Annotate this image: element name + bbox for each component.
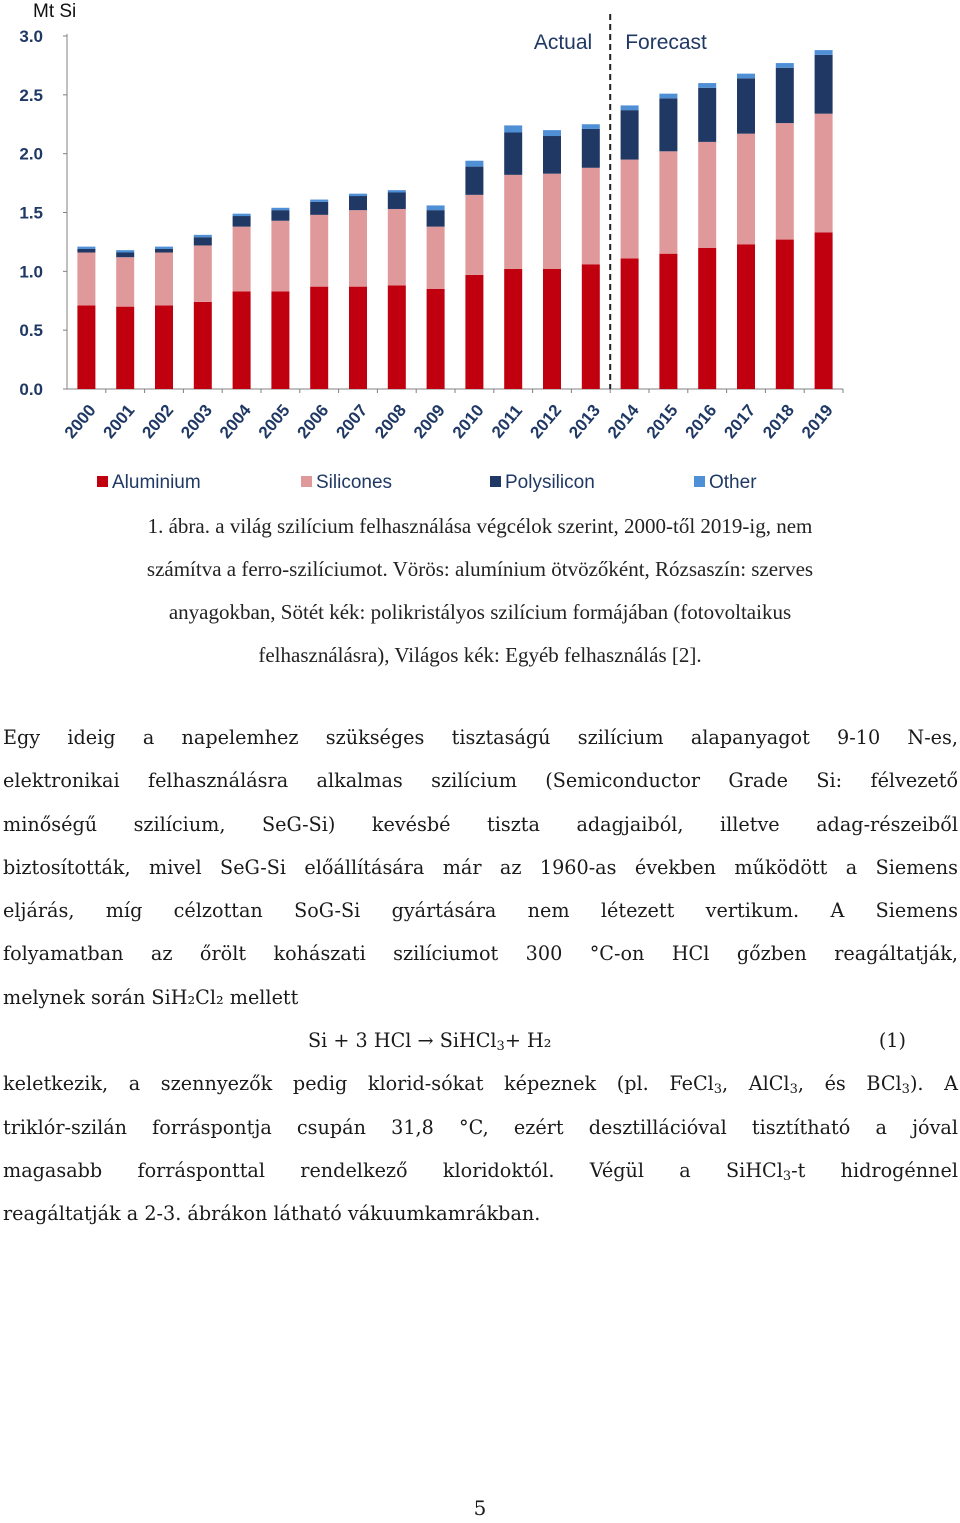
y-tick-label: 1.5 [19,203,43,223]
bar-segment-silicones [271,221,289,292]
chemical-equation [308,1019,551,1068]
text-line [3,1062,958,1105]
bar-segment-silicones [310,215,328,287]
x-tick-label: 2014 [603,400,643,443]
bar-segment-silicones [815,114,833,233]
x-tick-label: 2019 [797,400,837,443]
figure-caption [20,505,940,677]
bar-segment-aluminium [427,289,445,389]
bar-segment-polysilicon [776,68,794,123]
page-number: 5 [473,1496,487,1520]
bar-segment-polysilicon [504,132,522,174]
bar-segment-other [77,247,95,249]
x-tick-label: 2016 [681,400,721,443]
bar-segment-aluminium [621,258,639,389]
bar-segment-polysilicon [155,249,173,253]
bar-segment-other [659,94,677,99]
text-line: elektronikai felhasználásra alkalmas szilícium (Semiconductor Grade Si: félvezető [3,769,958,793]
equation-part: + H₂ [504,1029,552,1053]
bar-segment-silicones [77,253,95,306]
bar-segment-aluminium [504,269,522,389]
chart-canvas [0,0,960,500]
forecast-annotation: Forecast [625,31,707,54]
bar-segment-other [815,50,833,55]
bar-segment-other [698,83,716,88]
text-part: , és BCl [797,1072,902,1096]
bar-segment-other [427,205,445,210]
body-paragraph [3,716,958,1236]
equation-number: (1) [878,1029,906,1053]
subscript: 3 [713,1082,723,1098]
bar-segment-silicones [737,134,755,245]
x-tick-label: 2006 [293,400,333,443]
bar-segment-aluminium [737,244,755,389]
text-part: -t hidrogénnel [791,1158,958,1182]
bar-segment-polysilicon [543,136,561,174]
x-tick-label: 2017 [720,400,760,443]
legend-swatch-aluminium [97,476,108,487]
bar-segment-aluminium [77,305,95,389]
bar-segment-silicones [543,174,561,269]
bar-segment-silicones [194,245,212,301]
x-tick-label: 2005 [254,400,294,443]
bar-segment-polysilicon [465,167,483,195]
bar-segment-other [737,74,755,79]
text-part: ). A [909,1072,958,1096]
bar-segment-aluminium [349,287,367,389]
text-line [3,1149,958,1192]
bar-segment-other [116,250,134,252]
bar-segment-other [582,124,600,129]
text-line: triklór-szilán forráspontja csupán 31,8 °C, ezért desztillációval tisztítható a jóval [3,1115,958,1139]
bar-segment-polysilicon [659,98,677,151]
bar-segment-aluminium [815,233,833,389]
bar-segment-aluminium [233,291,251,389]
equation-part: Si + 3 HCl → SiHCl [308,1029,497,1053]
bar-segment-polysilicon [194,237,212,245]
equation-line [3,1019,958,1062]
x-tick-label: 2010 [448,400,488,443]
bar-segment-aluminium [194,302,212,389]
text-line: melynek során SiH₂Cl₂ mellett [3,985,299,1009]
bar-segment-polysilicon [233,216,251,227]
bar-segment-silicones [504,175,522,269]
bar-segment-polysilicon [116,253,134,258]
legend-label-other: Other [709,472,757,493]
legend-label-aluminium: Aluminium [112,472,201,493]
x-tick-label: 2000 [60,400,100,443]
caption-line: számítva a ferro-szilíciumot. Vörös: alumínium ötvözőként, Rózsaszín: szerves [146,557,814,581]
x-tick-label: 2002 [138,400,178,443]
bar-segment-silicones [349,210,367,286]
bar-segment-other [621,105,639,110]
bar-segment-polysilicon [310,202,328,215]
x-tick-label: 2008 [371,400,411,443]
bar-segment-polysilicon [582,129,600,168]
bar-segment-polysilicon [77,249,95,253]
y-axis-title: Mt Si [33,1,77,22]
bar-segment-aluminium [698,248,716,389]
bar-segment-polysilicon [621,110,639,159]
bar-segment-other [349,194,367,196]
text-part: magasabb forrásponttal rendelkező kloridoktól. Végül a SiHCl [3,1158,783,1182]
bar-segment-polysilicon [388,192,406,208]
bar-segment-other [194,235,212,237]
subscript: 3 [782,1168,792,1184]
bar-segment-silicones [465,195,483,275]
bar-segment-other [233,214,251,216]
bar-segment-polysilicon [698,88,716,142]
text-line: minőségű szilícium, SeG-Si) kevésbé tiszta adagjaiból, illetve adag-részeiből [3,812,958,836]
bar-segment-aluminium [271,291,289,389]
bar-segment-aluminium [776,240,794,389]
x-tick-label: 2003 [177,400,217,443]
bar-segment-other [310,200,328,202]
caption-line: 1. ábra. a világ szilícium felhasználása végcélok szerint, 2000-től 2019-ig, nem [147,514,813,538]
bar-segment-aluminium [388,285,406,389]
legend-label-silicones: Silicones [316,472,393,493]
y-tick-label: 0.5 [19,321,43,341]
bar-segment-silicones [698,142,716,248]
text-line: Egy ideig a napelemhez szükséges tisztaságú szilícium alapanyagot 9-10 N-es, [3,726,958,749]
bar-segment-other [776,63,794,68]
bar-segment-aluminium [155,305,173,389]
y-tick-label: 2.5 [19,85,43,105]
bar-segment-other [504,125,522,132]
legend-swatch-other [694,476,705,487]
subscript: 3 [789,1082,798,1098]
bar-segment-silicones [659,151,677,253]
bar-segment-other [388,190,406,192]
x-tick-label: 2012 [526,400,566,443]
bar-segment-aluminium [465,275,483,389]
text-line: eljárás, míg célzottan SoG-Si gyártására nem létezett vertikum. A Siemens [3,899,958,923]
x-tick-label: 2001 [99,400,139,443]
bar-segment-silicones [388,209,406,285]
x-tick-label: 2009 [409,400,449,443]
x-tick-label: 2007 [332,400,372,443]
bar-segment-silicones [776,123,794,239]
bar-segment-other [155,247,173,249]
actual-annotation: Actual [533,31,593,54]
bar-segment-silicones [116,257,134,306]
bar-segment-polysilicon [349,196,367,210]
legend-swatch-polysilicon [490,476,501,487]
x-tick-label: 2018 [759,400,799,443]
text-part: , AlCl [722,1072,790,1096]
bar-segment-silicones [582,168,600,264]
bar-segment-silicones [621,160,639,259]
text-line: reagáltatják a 2-3. ábrákon látható vákuumkamrákban. [3,1202,541,1226]
y-tick-label: 1.0 [19,262,43,282]
bar-segment-other [465,161,483,167]
y-tick-label: 0.0 [19,380,43,399]
bar-segment-polysilicon [815,55,833,114]
bar-segment-aluminium [582,264,600,389]
bar-segment-polysilicon [271,210,289,221]
bar-segment-silicones [427,227,445,289]
bar-segment-silicones [233,227,251,292]
bar-segment-aluminium [543,269,561,389]
x-tick-label: 2013 [565,400,605,443]
bar-segment-aluminium [310,287,328,389]
x-tick-label: 2011 [487,401,527,442]
caption-line: anyagokban, Sötét kék: polikristályos szilícium formájában (fotovoltaikus [168,600,792,624]
legend-swatch-silicones [301,476,312,487]
silicon-consumption-chart [0,0,960,500]
x-tick-label: 2015 [642,400,682,443]
bar-segment-aluminium [659,254,677,389]
y-tick-label: 3.0 [19,27,43,46]
bar-segment-other [271,208,289,210]
text-line: biztosították, mivel SeG-Si előállítására már az 1960-as években működött a Siemens [3,855,958,879]
bar-segment-polysilicon [427,210,445,226]
legend-label-polysilicon: Polysilicon [505,472,595,493]
subscript: 3 [901,1082,910,1098]
caption-line: felhasználásra), Világos kék: Egyéb felhasználás [2]. [258,643,702,667]
text-part: keletkezik, a szennyezők pedig klorid-sókat képeznek (pl. FeCl [3,1072,714,1096]
bar-segment-silicones [155,253,173,306]
y-tick-label: 2.0 [19,144,43,164]
x-tick-label: 2004 [215,400,255,443]
text-line: folyamatban az őrölt kohászati szilíciumot 300 °C-on HCl gőzben reagáltatják, [3,942,958,966]
subscript: 3 [496,1039,505,1055]
bar-segment-other [543,130,561,136]
bar-segment-polysilicon [737,78,755,133]
bar-segment-aluminium [116,307,134,389]
